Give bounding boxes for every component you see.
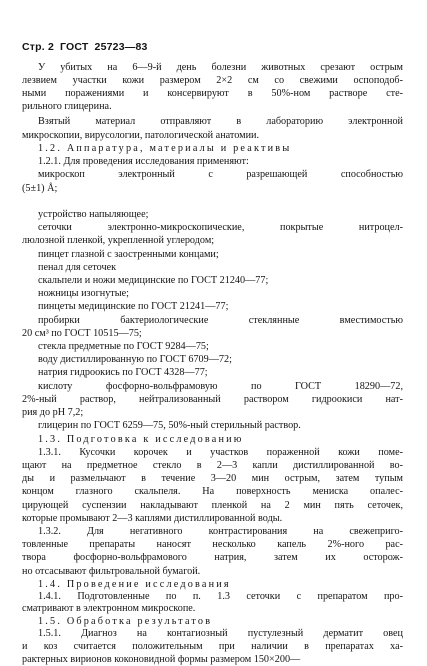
text-line: щают на предметное стекло в 2—3 капли дистиллированной во- [22, 459, 403, 471]
text-line: ными поражениями и консервируют в 50%-ном растворе сте- [22, 88, 403, 100]
text-line: 2%-ный раствор, нейтрализованный раствором гидроокиси нат- [22, 393, 403, 405]
text-line: пинцет глазной с заостренными концами; [38, 248, 219, 260]
text-line: У убитых на 6—9-й день болезни животных срезают острым [38, 61, 403, 73]
text-line: воду дистиллированную по ГОСТ 6709—72; [38, 354, 232, 366]
text-line: которые промывают 2—3 каплями дистиллированной воды. [22, 512, 283, 524]
section-heading: 1.5. Обработка результатов [38, 615, 213, 627]
text-line: 1.4.1. Подготовленные по п. 1.3 сеточки с препаратом про- [38, 591, 403, 603]
text-line: сеточки электронно-микроскопические, покрытые нитроцел- [38, 222, 403, 234]
text-line: (5±1) Å; [22, 182, 58, 194]
text-line: 1.2.1. Для проведения исследования применяют: [38, 156, 249, 168]
page-number-label: Стр. 2 [22, 41, 55, 53]
text-line: концом глазного скальпеля. На поверхность мениска опалес- [22, 486, 403, 498]
text-line: лезвием участки кожи размером 2×2 см со свежими оспоподоб- [22, 74, 403, 86]
text-line: и коз считается положительным при наличии в препаратах ха- [22, 641, 403, 653]
text-line: натрия гидроокись по ГОСТ 4328—77; [38, 367, 208, 379]
text-line: ды и размельчают в течение 3—20 мин острым, затем тупым [22, 473, 403, 485]
text-line: товленные препараты наносят несколько капель 2%-ного рас- [22, 539, 403, 551]
text-line: 20 см³ по ГОСТ 10515—75; [22, 327, 142, 339]
text-line: цирующей суспензии накладывают пленкой на 2 мин пять сеточек, [22, 499, 403, 511]
text-line: сматривают в электронном микроскопе. [22, 603, 196, 615]
text-line: пробирки бактериологические стеклянные вместимостью [38, 314, 403, 326]
text-line: кислоту фосфорно-вольфрамовую по ГОСТ 18290—72, [38, 380, 403, 392]
text-line: скальпели и ножи медицинские по ГОСТ 21240—77; [38, 275, 269, 286]
text-line: ножницы изогнутые; [38, 288, 129, 300]
text-line: пенал для сеточек [38, 261, 117, 273]
page-header [22, 41, 154, 53]
text-line: Взятый материал отправляют в лабораторию электронной [38, 116, 403, 128]
text-line: стекла предметные по ГОСТ 9284—75; [38, 341, 209, 353]
section-heading: 1.2. Аппаратура, материалы и реактивы [38, 142, 292, 154]
text-line: микроскопии, вирусологии, патологической анатомии. [22, 129, 260, 141]
text-line: 1.5.1. Диагноз на контагиозный пустулезный дерматит овец [38, 627, 403, 639]
section-heading: 1.4. Проведение исследования [38, 578, 231, 590]
text-line: люлозной пленкой, укрепленной углеродом; [22, 235, 215, 247]
text-line: пинцеты медицинские по ГОСТ 21241—77; [38, 301, 229, 313]
text-line: микроскоп электронный с разрешающей способностью [38, 169, 403, 181]
text-line: глицерин по ГОСТ 6259—75, 50%-ный стерильный раствор. [38, 420, 301, 432]
text-line: рактерных вирионов коконовидной формы размером 150×200— [22, 654, 301, 666]
standard-number: 25723—83 [94, 41, 148, 53]
text-line: 1.3.1. Кусочки корочек и участков пораженной кожи поме- [38, 446, 403, 458]
section-heading: 1.3. Подготовка к исследованию [38, 433, 244, 445]
text-line: рия до pH 7,2; [22, 407, 84, 419]
text-line: 1.3.2. Для негативного контрастирования на свежеприго- [38, 525, 403, 537]
text-line: устройство напыляющее; [38, 208, 149, 220]
text-line: рильного глицерина. [22, 101, 112, 113]
standard-label: ГОСТ [60, 41, 89, 53]
text-line: твора фосфорно-вольфрамового натрия, затем их осторож- [22, 552, 403, 564]
text-line: но отсасывают фильтровальной бумагой. [22, 565, 201, 577]
